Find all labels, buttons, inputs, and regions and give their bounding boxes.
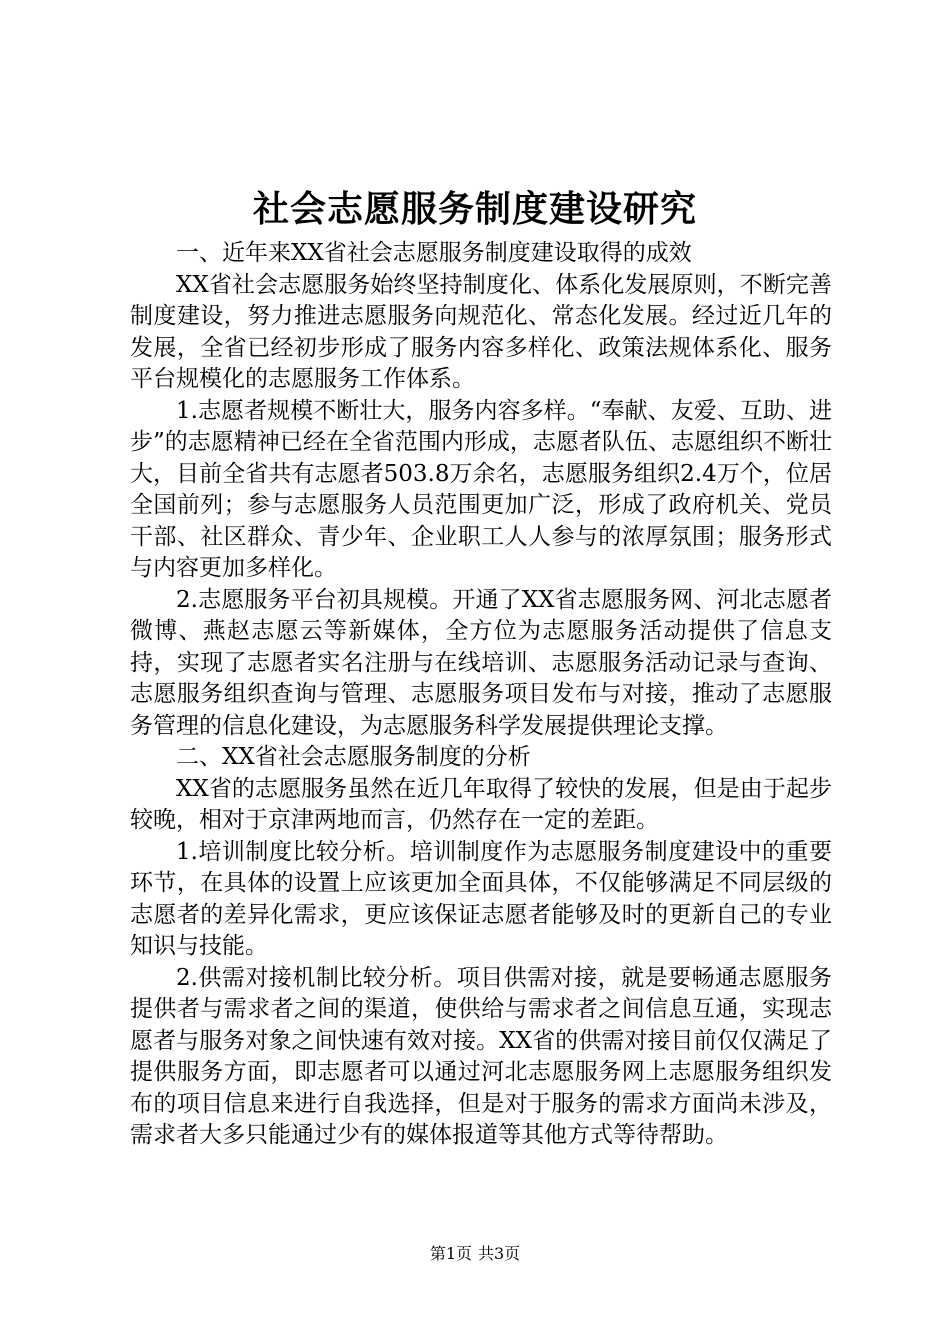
paragraph: XX省的志愿服务虽然在近几年取得了较快的发展，但是由于起步较晚，相对于京津两地而言，仍然存在一定的差距。: [130, 775, 832, 833]
paragraph: 1.志愿者规模不断壮大，服务内容多样。“奉献、友爱、互助、进步”的志愿精神已经在全省范围内形成，志愿者队伍、志愿组织不断壮大，目前全省共有志愿者503.8万余名，志愿服务组织2.4万个，位居全国前列；参与志愿服务人员范围更加广泛，形成了政府机关、党员干部、社区群众、青少年、企业职工人人参与的浓厚氛围；服务形式与内容更加多样化。: [130, 397, 832, 581]
page-number: 第1页: [429, 1244, 472, 1263]
page-total: 共3页: [478, 1244, 521, 1263]
document-body: [130, 238, 832, 1152]
section-heading-2: 二、XX省社会志愿服务制度的分析: [176, 744, 531, 770]
document-title: 社会志愿服务制度建设研究: [252, 188, 697, 230]
paragraph: XX省社会志愿服务始终坚持制度化、体系化发展原则，不断完善制度建设，努力推进志愿服务向规范化、常态化发展。经过近几年的发展，全省已经初步形成了服务内容多样化、政策法规体系化、服务平台规模化的志愿服务工作体系。: [130, 271, 832, 392]
paragraph: 2.供需对接机制比较分析。项目供需对接，就是要畅通志愿服务提供者与需求者之间的渠道，使供给与需求者之间信息互通，实现志愿者与服务对象之间快速有效对接。XX省的供需对接目前仅仅满足了提供服务方面，即志愿者可以通过河北志愿服务网上志愿服务组织发布的项目信息来进行自我选择，但是对于服务的需求方面尚未涉及，需求者大多只能通过少有的媒体报道等其他方式等待帮助。: [130, 964, 832, 1148]
section-heading-1: 一、近年来XX省社会志愿服务制度建设取得的成效: [176, 240, 692, 266]
paragraph: 2.志愿服务平台初具规模。开通了XX省志愿服务网、河北志愿者微博、燕赵志愿云等新媒体，全方位为志愿服务活动提供了信息支持，实现了志愿者实名注册与在线培训、志愿服务活动记录与查询、志愿服务组织查询与管理、志愿服务项目发布与对接，推动了志愿服务管理的信息化建设，为志愿服务科学发展提供理论支撑。: [130, 586, 832, 739]
paragraph: 1.培训制度比较分析。培训制度作为志愿服务制度建设中的重要环节，在具体的设置上应该更加全面具体，不仅能够满足不同层级的志愿者的差异化需求，更应该保证志愿者能够及时的更新自己的专业知识与技能。: [130, 838, 832, 959]
page-footer: [0, 1244, 950, 1264]
